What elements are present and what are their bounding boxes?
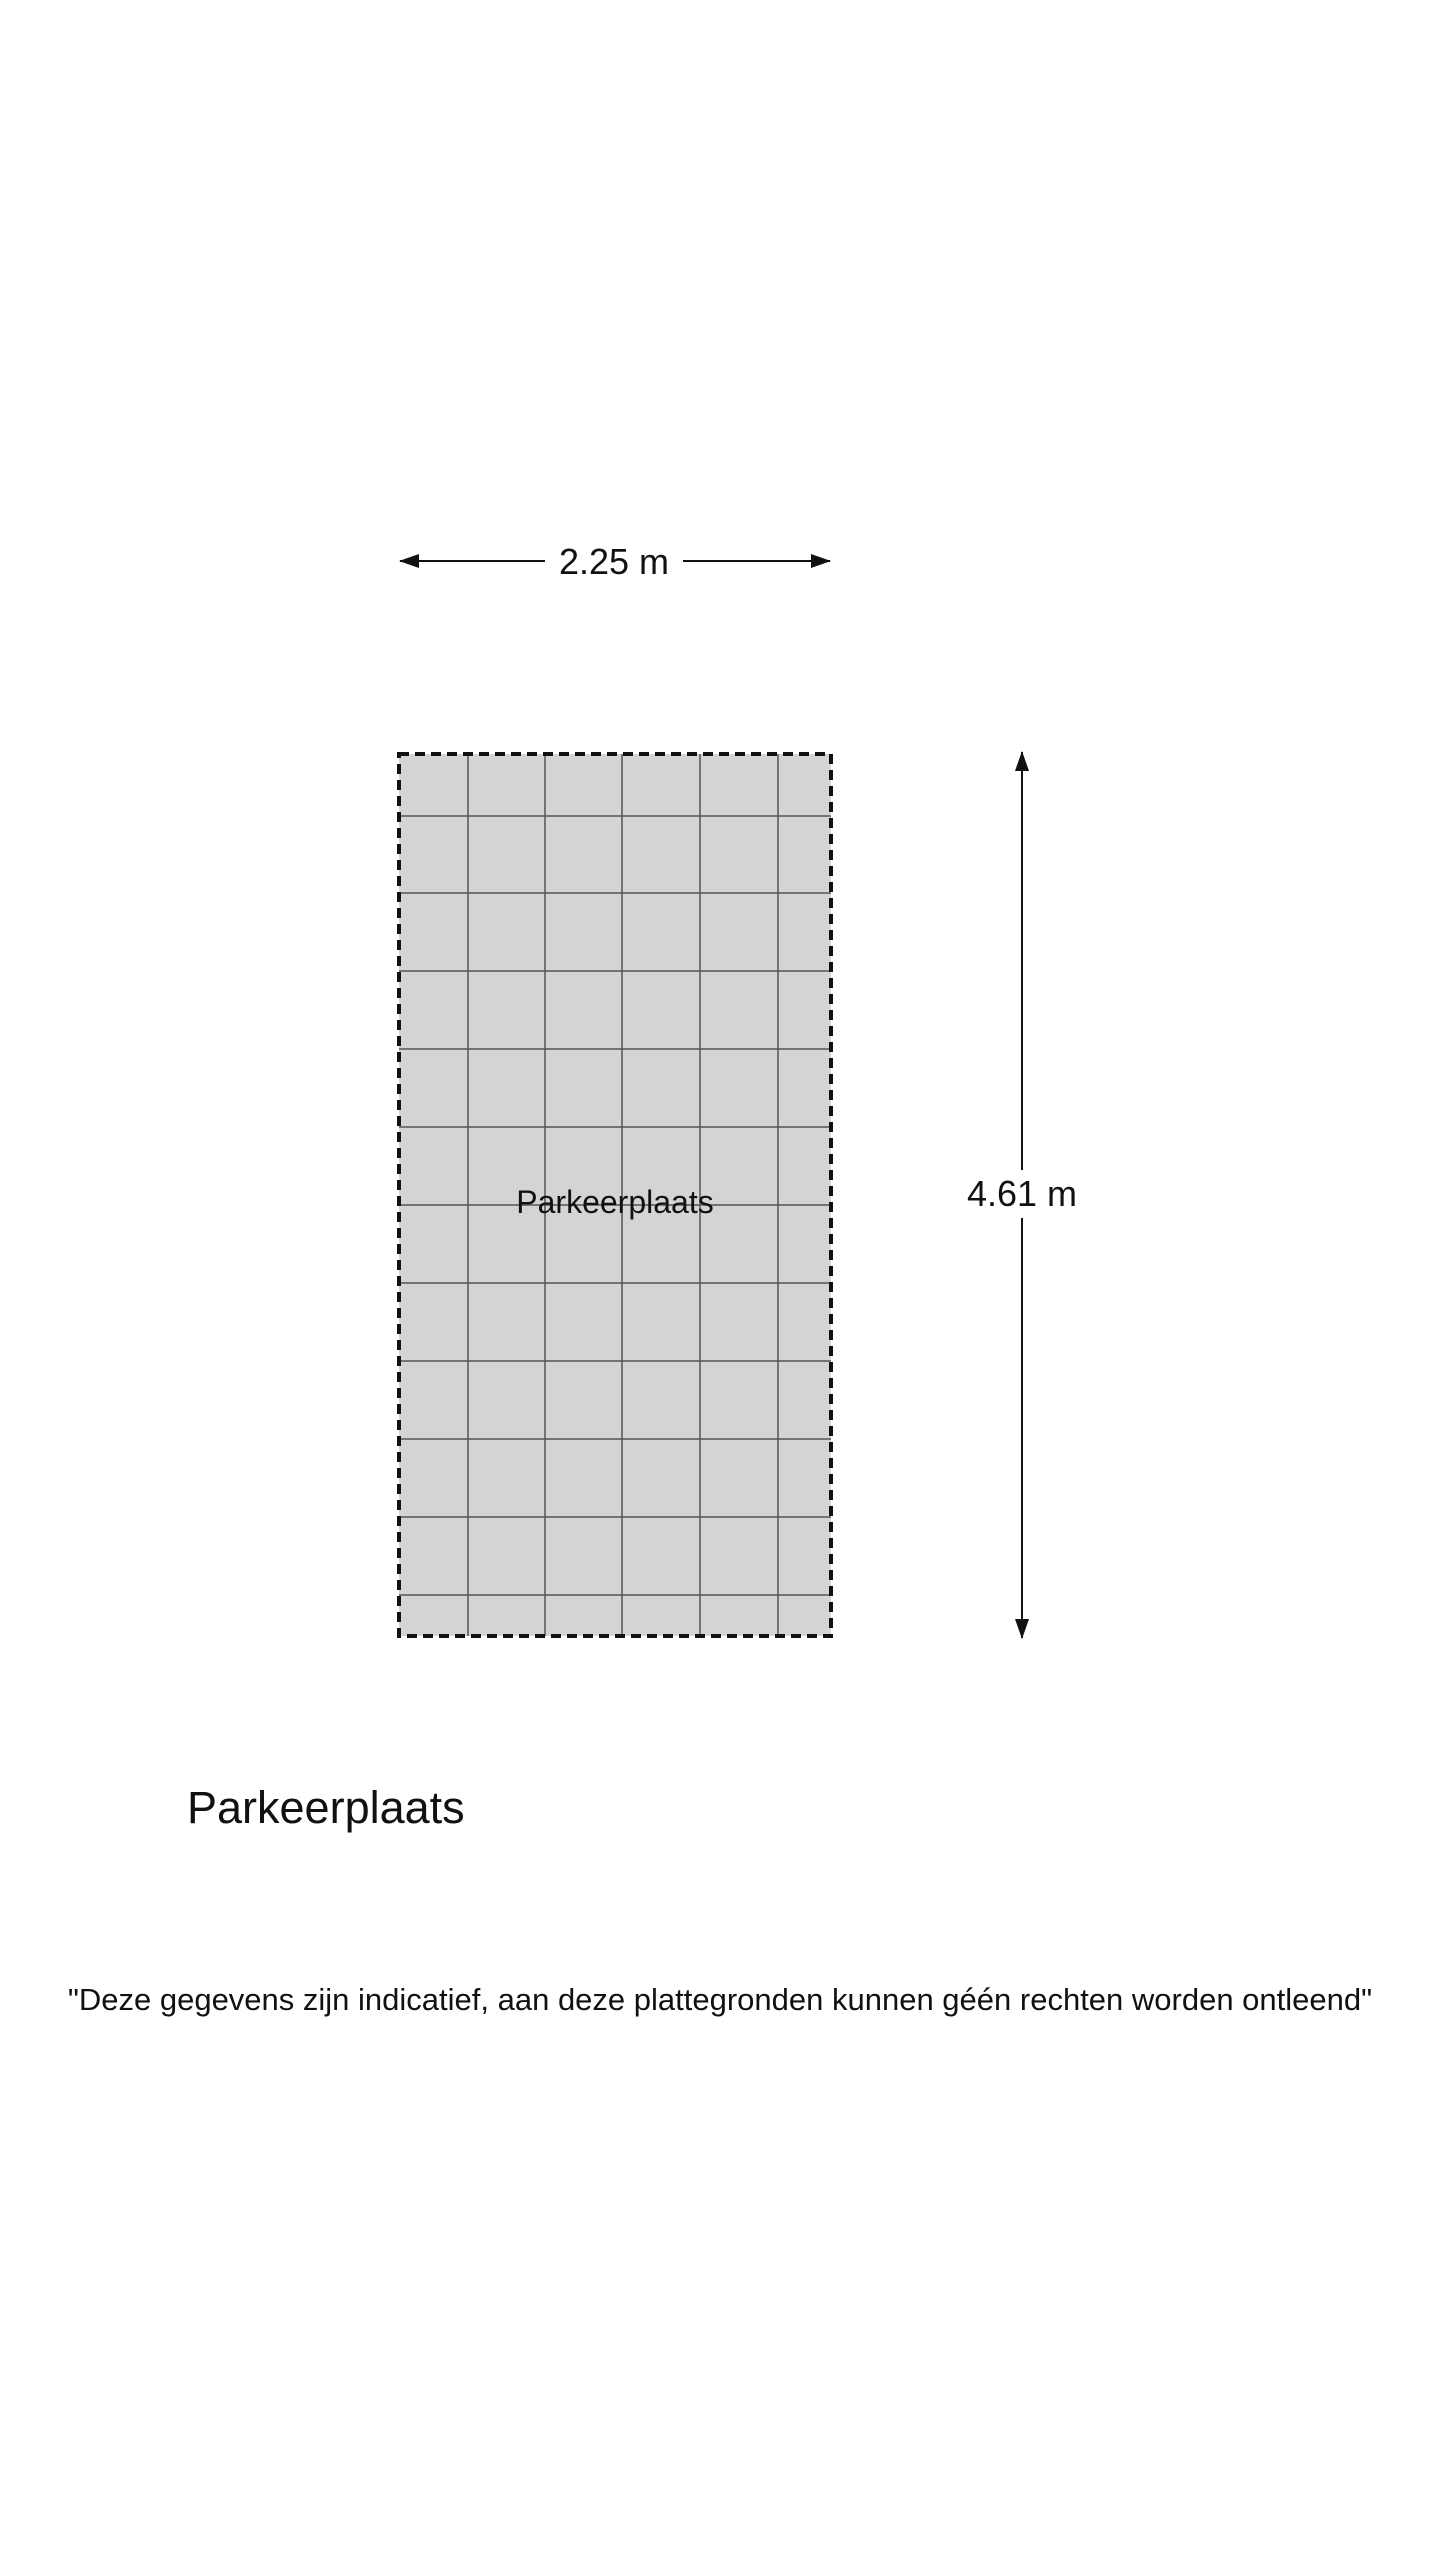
width-dimension-label: 2.25 m (558, 541, 670, 582)
length-dimension-label: 4.61 m (966, 1173, 1078, 1214)
floor-title: Parkeerplaats (187, 1782, 465, 1833)
parking-space (399, 754, 831, 1636)
disclaimer-text: "Deze gegevens zijn indicatief, aan deze plattegronden kunnen géén rechten worden ontleend" (67, 1982, 1373, 2017)
length-dimension (967, 752, 1077, 1638)
width-dimension (400, 541, 830, 582)
room-label: Parkeerplaats (516, 1184, 714, 1220)
